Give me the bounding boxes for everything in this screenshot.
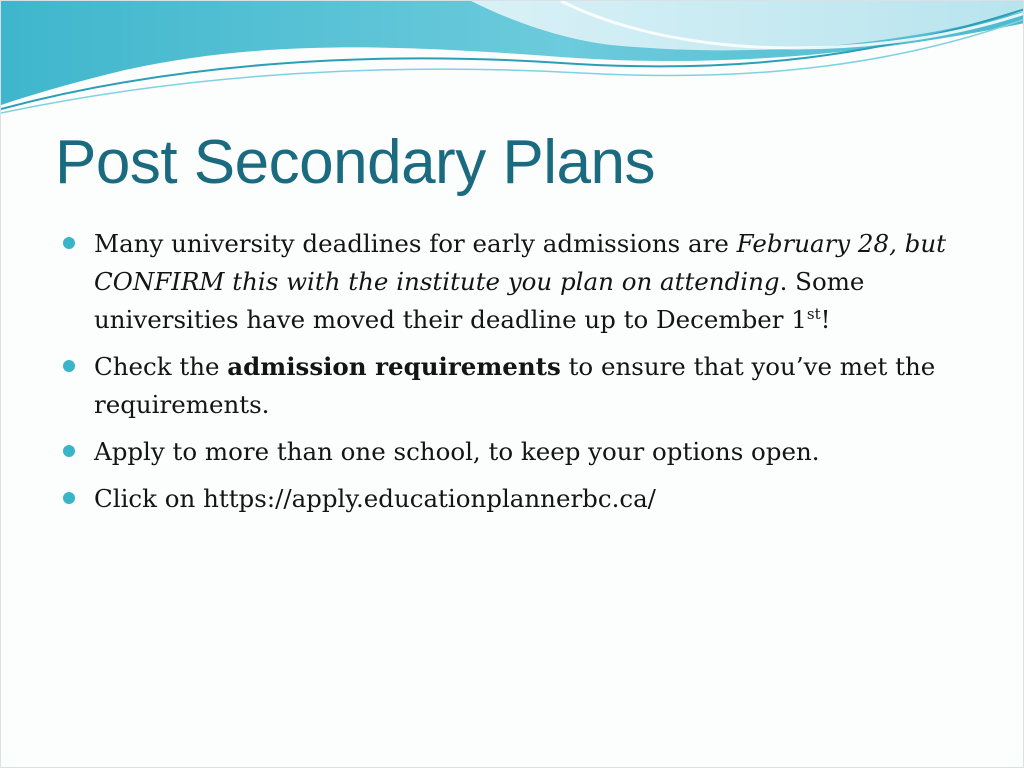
bullet-text: Many university deadlines for early admissions are <box>94 229 737 258</box>
bullet-text: . Some universities have moved their deadline up to December 1 <box>94 267 865 334</box>
bullet-dot-icon <box>63 360 75 372</box>
slide-title: Post Secondary Plans <box>55 128 656 197</box>
bullet-superscript: st <box>806 304 821 323</box>
bullet-list <box>61 225 961 527</box>
bullet-text: Click on https://apply.educationplannerbc.ca/ <box>94 484 656 513</box>
bullet-text: ! <box>820 305 831 334</box>
bullet-text: Apply to more than one school, to keep your options open. <box>94 437 820 466</box>
bullet-apply-multiple <box>61 433 961 471</box>
bullet-dot-icon <box>63 237 75 249</box>
header-wave-decoration <box>1 1 1024 121</box>
bullet-click-link <box>61 480 961 518</box>
bullet-text-italic: February 28, but CONFIRM this with the institute you plan on attending <box>94 229 946 296</box>
bullet-text: to ensure that you’ve met the requirements. <box>94 352 936 419</box>
bullet-text-bold: admission requirements <box>227 352 561 381</box>
bullet-dot-icon <box>63 445 75 457</box>
bullet-text: Check the <box>94 352 228 381</box>
bullet-admission-requirements <box>61 348 961 424</box>
bullet-dot-icon <box>63 492 75 504</box>
bullet-deadlines <box>61 225 961 339</box>
